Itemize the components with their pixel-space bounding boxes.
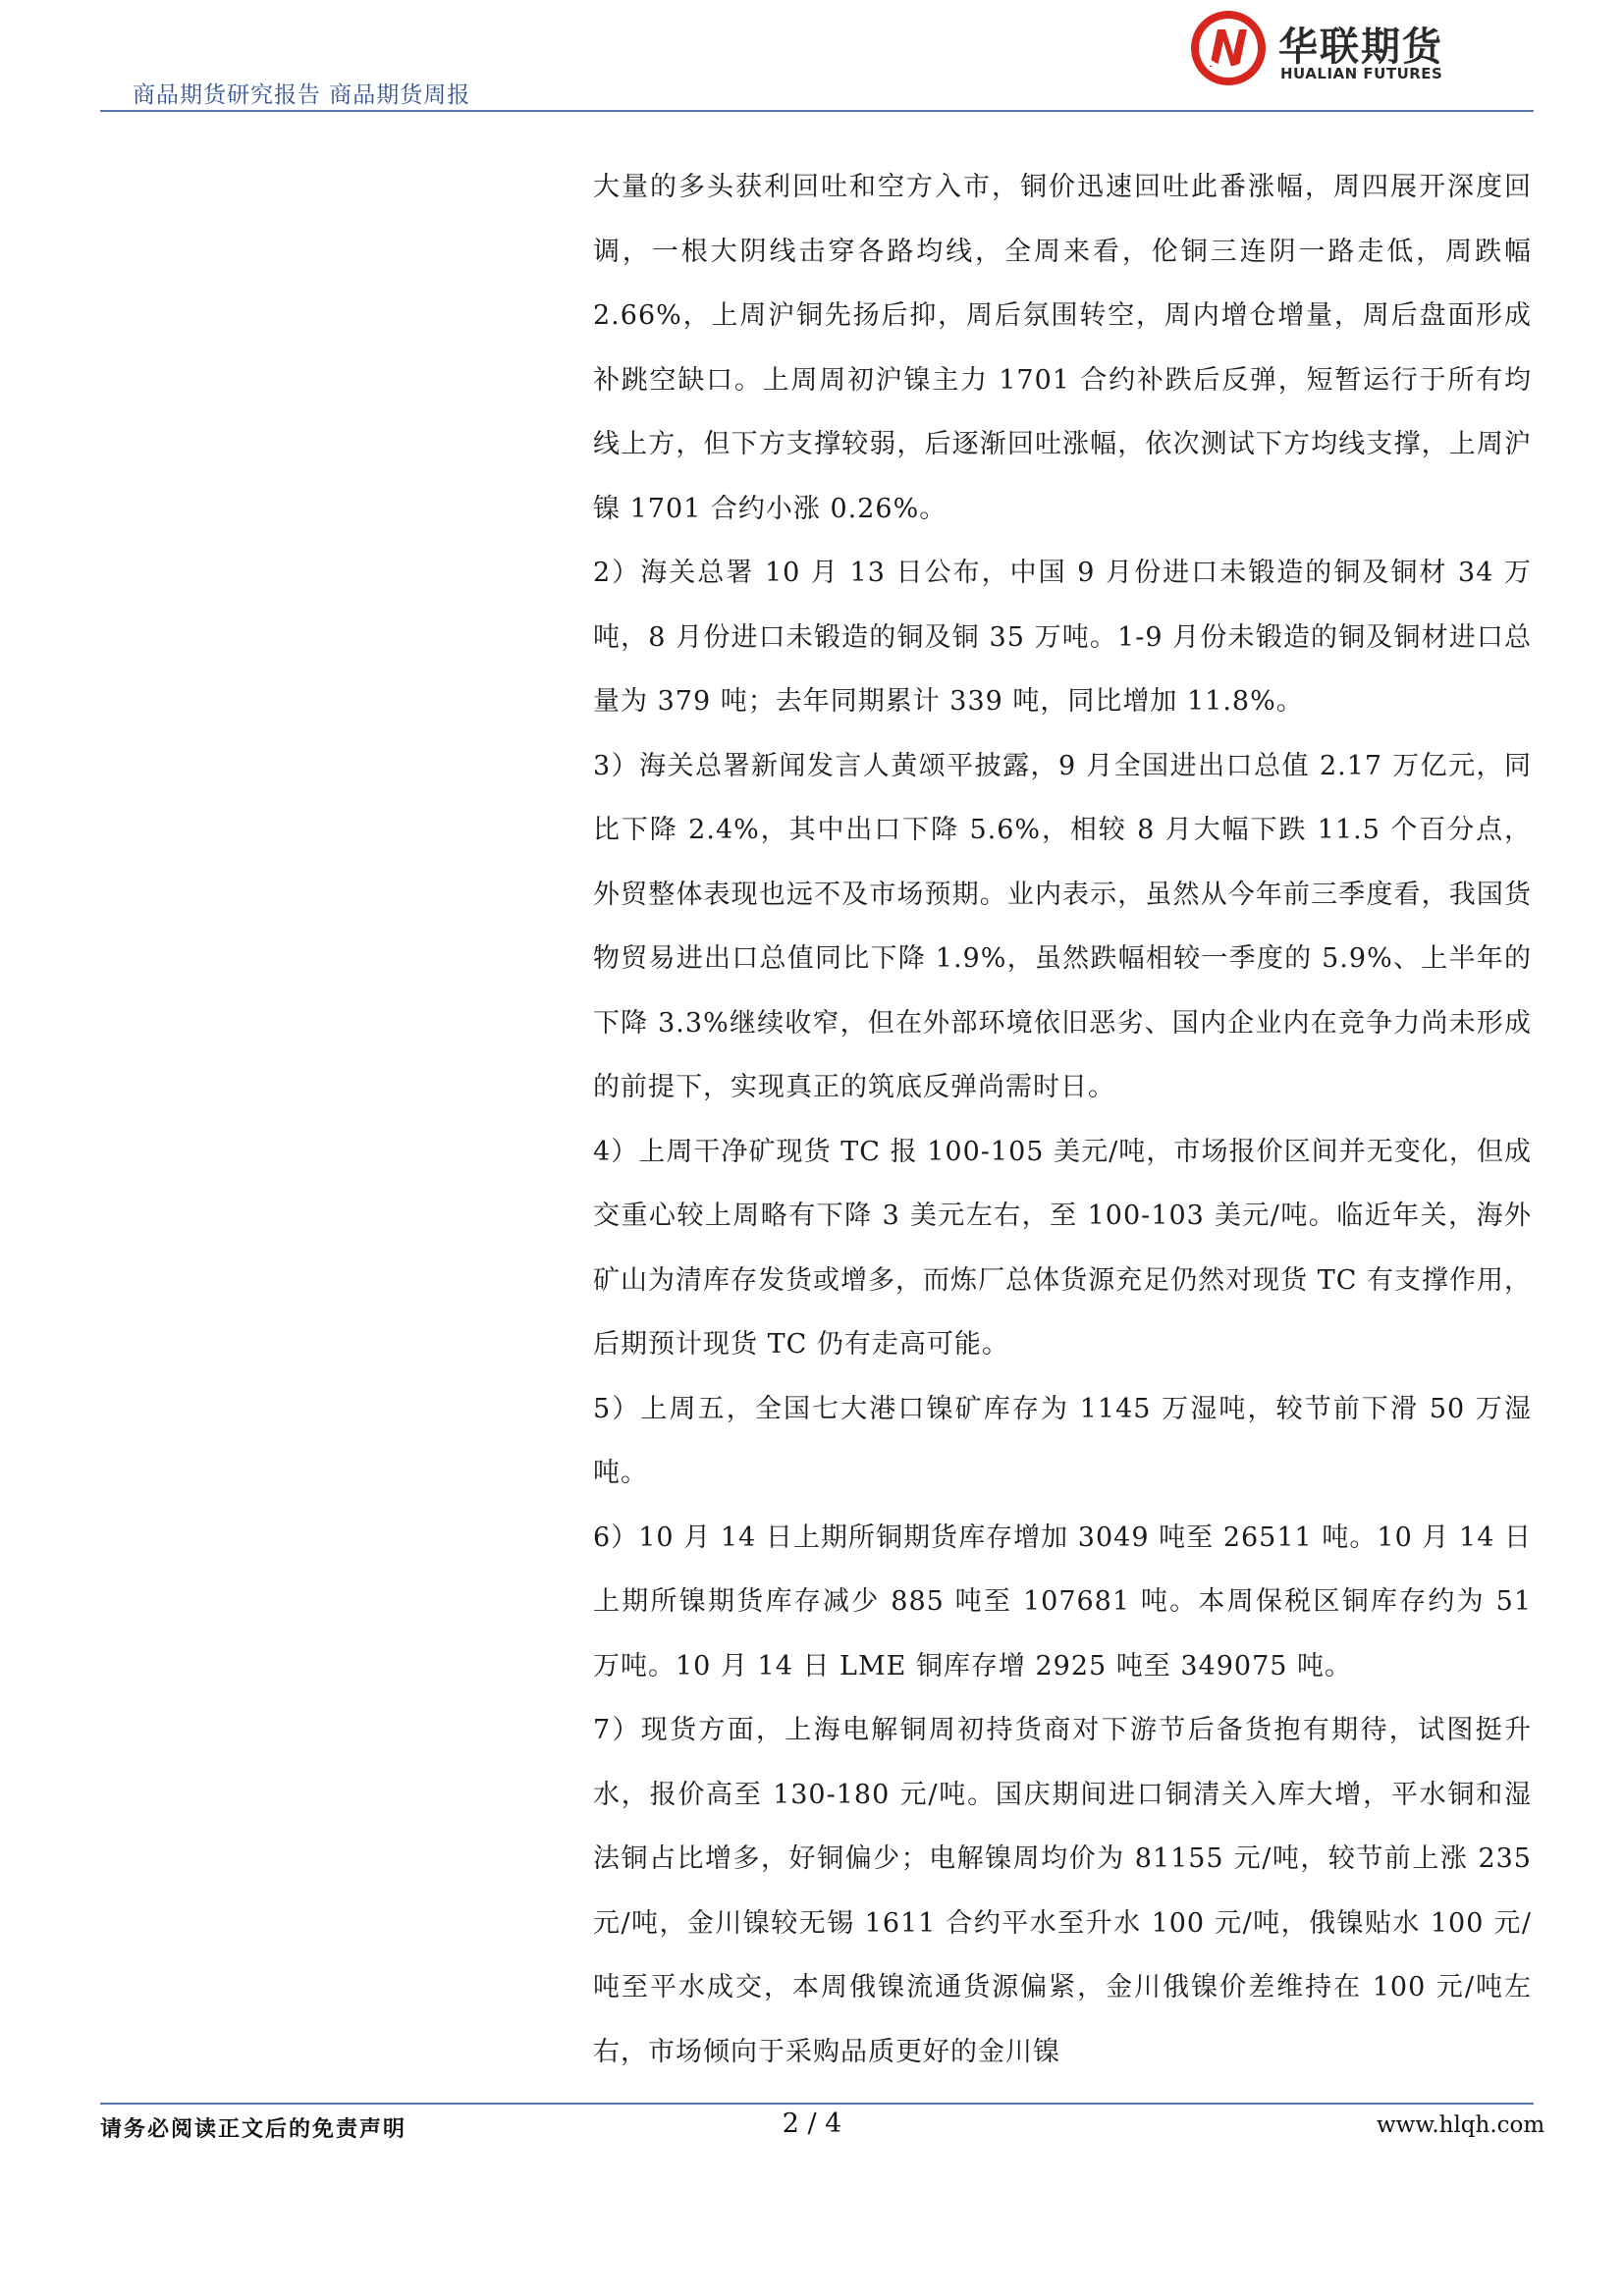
- company-logo: [1188, 8, 1443, 88]
- header-divider: [100, 110, 1534, 112]
- hualian-logo-icon: [1188, 8, 1269, 88]
- page-number: 2 / 4: [782, 2109, 842, 2139]
- disclaimer-notice: 请务必阅读正文后的免责声明: [100, 2116, 407, 2142]
- website-link[interactable]: www.hlqh.com: [1377, 2112, 1545, 2138]
- logo-english-name: HUALIAN FUTURES: [1280, 65, 1443, 82]
- report-header-title: 商品期货研究报告 商品期货周报: [133, 82, 471, 108]
- paragraph-5: 5）上周五，全国七大港口镍矿库存为 1145 万湿吨，较节前下滑 50 万湿吨。: [593, 1393, 1532, 1488]
- paragraph-1: 大量的多头获利回吐和空方入市，铜价迅速回吐此番涨幅，周四展开深度回调，一根大阴线击穿各路均线，全周来看，伦铜三连阴一路走低，周跌幅 2.66%，上周沪铜先扬后抑，周后氛围转空，周内增仓增量，周后盘面形成补跳空缺口。上周周初沪镍主力 1701 合约补跌后反弹，短暂运行于所有均线上方，但下方支撑较弱，后逐渐回吐涨幅，依次测试下方均线支撑，上周沪镍 1701 合约小涨 0.26%。: [593, 172, 1532, 524]
- paragraph-2: 2）海关总署 10 月 13 日公布，中国 9 月份进口未锻造的铜及铜材 34 万吨，8 月份进口未锻造的铜及铜 35 万吨。1-9 月份未锻造的铜及铜材进口总量为 379 吨；去年同期累计 339 吨，同比增加 11.8%。: [593, 558, 1532, 717]
- footer-divider: [100, 2103, 1534, 2105]
- paragraph-3: 3）海关总署新闻发言人黄颂平披露，9 月全国进出口总值 2.17 万亿元，同比下降 2.4%，其中出口下降 5.6%，相较 8 月大幅下跌 11.5 个百分点，外贸整体表现也远不及市场预期。业内表示，虽然从今年前三季度看，我国货物贸易进出口总值同比下降 1.9%，虽然跌幅相较一季度的 5.9%、上半年的下降 3.3%继续收窄，但在外部环境依旧恶劣、国内企业内在竞争力尚未形成的前提下，实现真正的筑底反弹尚需时日。: [593, 750, 1532, 1102]
- paragraph-4: 4）上周干净矿现货 TC 报 100-105 美元/吨，市场报价区间并无变化，但成交重心较上周略有下降 3 美元左右，至 100-103 美元/吨。临近年关，海外矿山为清库存发货或增多，而炼厂总体货源充足仍然对现货 TC 有支撑作用，后期预计现货 TC 仍有走高可能。: [593, 1136, 1532, 1360]
- paragraph-7: 7）现货方面，上海电解铜周初持货商对下游节后备货抱有期待，试图挺升水，报价高至 130-180 元/吨。国庆期间进口铜清关入库大增，平水铜和湿法铜占比增多，好铜偏少；电解镍周均价为 81155 元/吨，较节前上涨 235 元/吨，金川镍较无锡 1611 合约平水至升水 100 元/吨，俄镍贴水 100 元/吨至平水成交，本周俄镍流通货源偏紧，金川俄镍价差维持在 100 元/吨左右，市场倾向于采购品质更好的金川镍: [593, 1715, 1532, 2067]
- report-body: [593, 155, 1532, 2084]
- paragraph-6: 6）10 月 14 日上期所铜期货库存增加 3049 吨至 26511 吨。10 月 14 日上期所镍期货库存减少 885 吨至 107681 吨。本周保税区铜库存约为 51 万吨。10 月 14 日 LME 铜库存增 2925 吨至 349075 吨。: [593, 1522, 1532, 1682]
- logo-chinese-name: 华联期货: [1278, 25, 1443, 70]
